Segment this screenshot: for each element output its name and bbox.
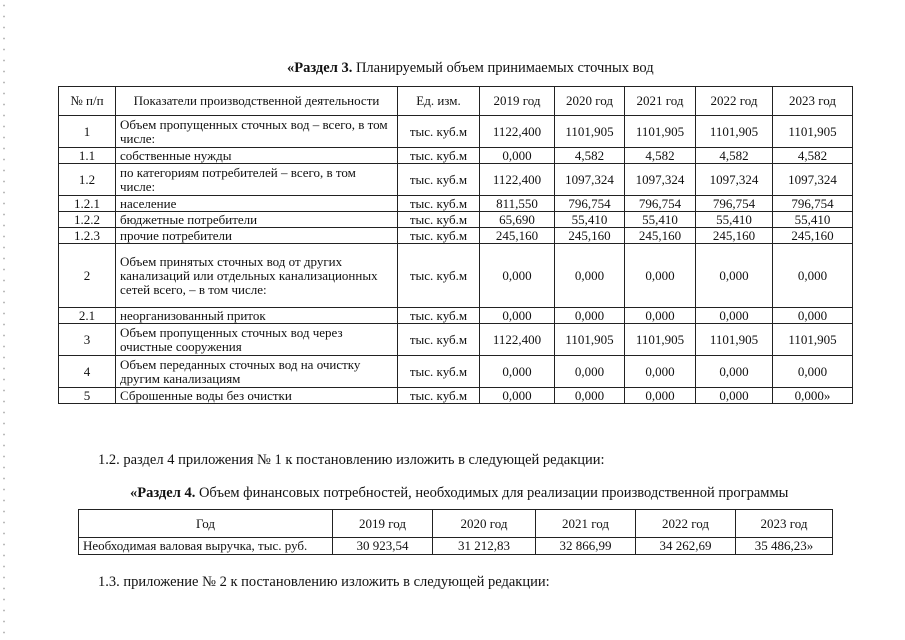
value-2021: 245,160 — [625, 228, 696, 244]
value-2022: 1101,905 — [696, 324, 773, 356]
value-2022: 796,754 — [696, 196, 773, 212]
row-indicator: собственные нужды — [116, 148, 398, 164]
value-2022: 0,000 — [696, 308, 773, 324]
row-number: 4 — [59, 356, 116, 388]
table-row — [59, 116, 853, 148]
table-row — [59, 244, 853, 308]
value-2019: 245,160 — [480, 228, 555, 244]
value-2021: 0,000 — [625, 356, 696, 388]
row-unit: тыс. куб.м — [398, 356, 480, 388]
value-2023: 0,000 — [773, 308, 853, 324]
value-2020: 796,754 — [555, 196, 625, 212]
value-2019: 811,550 — [480, 196, 555, 212]
header-2022: 2022 год — [696, 87, 773, 116]
row-indicator: по категориям потребителей – всего, в том числе: — [116, 164, 398, 196]
value-2021: 4,582 — [625, 148, 696, 164]
s4-header-2021: 2021 год — [536, 510, 636, 538]
value-2023: 245,160 — [773, 228, 853, 244]
header-num: № п/п — [59, 87, 116, 116]
value-2020: 245,160 — [555, 228, 625, 244]
value-2023: 1097,324 — [773, 164, 853, 196]
section4-table — [78, 509, 833, 555]
section3-body — [59, 116, 853, 404]
value-2022: 0,000 — [696, 244, 773, 308]
row-indicator: Объем принятых сточных вод от других канализаций или отдельных канализационных сетей всего, – в том числе: — [116, 244, 398, 308]
row-indicator: неорганизованный приток — [116, 308, 398, 324]
value-2022: 0,000 — [696, 356, 773, 388]
row-number: 1 — [59, 116, 116, 148]
value-2020: 0,000 — [555, 356, 625, 388]
s4-row-name: Необходимая валовая выручка, тыс. руб. — [79, 538, 333, 555]
row-number: 2.1 — [59, 308, 116, 324]
value-2020: 0,000 — [555, 308, 625, 324]
header-2020: 2020 год — [555, 87, 625, 116]
value-2020: 1097,324 — [555, 164, 625, 196]
row-indicator: Объем пропущенных сточных вод – всего, в том числе: — [116, 116, 398, 148]
value-2020: 1101,905 — [555, 116, 625, 148]
table-row — [59, 148, 853, 164]
row-indicator: Объем пропущенных сточных вод через очистные сооружения — [116, 324, 398, 356]
scan-edge-dots — [2, 0, 6, 640]
value-2019: 0,000 — [480, 308, 555, 324]
value-2020: 4,582 — [555, 148, 625, 164]
row-unit: тыс. куб.м — [398, 212, 480, 228]
value-2019: 1122,400 — [480, 164, 555, 196]
value-2022: 1097,324 — [696, 164, 773, 196]
s4-header-2023: 2023 год — [736, 510, 833, 538]
value-2021: 796,754 — [625, 196, 696, 212]
value-2019: 1122,400 — [480, 324, 555, 356]
value-2019: 0,000 — [480, 388, 555, 404]
value-2023: 0,000 — [773, 244, 853, 308]
section4-title — [130, 485, 788, 502]
header-2019: 2019 год — [480, 87, 555, 116]
row-unit: тыс. куб.м — [398, 308, 480, 324]
value-2023: 796,754 — [773, 196, 853, 212]
row-number: 1.2 — [59, 164, 116, 196]
row-number: 1.2.2 — [59, 212, 116, 228]
value-2021: 1101,905 — [625, 324, 696, 356]
row-unit: тыс. куб.м — [398, 164, 480, 196]
row-number: 3 — [59, 324, 116, 356]
row-unit: тыс. куб.м — [398, 196, 480, 212]
value-2019: 0,000 — [480, 148, 555, 164]
row-indicator: Объем переданных сточных вод на очистку другим канализациям — [116, 356, 398, 388]
row-number: 2 — [59, 244, 116, 308]
s4-value-2019: 30 923,54 — [333, 538, 433, 555]
table-row — [59, 388, 853, 404]
value-2019: 1122,400 — [480, 116, 555, 148]
s4-value-2023: 35 486,23» — [736, 538, 833, 555]
section3-header-row — [59, 87, 853, 116]
s4-header-2019: 2019 год — [333, 510, 433, 538]
row-number: 5 — [59, 388, 116, 404]
section4-title-bold: «Раздел 4. — [130, 485, 196, 501]
value-2022: 0,000 — [696, 388, 773, 404]
section3-title — [287, 60, 654, 77]
value-2019: 65,690 — [480, 212, 555, 228]
value-2020: 1101,905 — [555, 324, 625, 356]
value-2023: 55,410 — [773, 212, 853, 228]
s4-header-2020: 2020 год — [433, 510, 536, 538]
row-unit: тыс. куб.м — [398, 244, 480, 308]
value-2021: 0,000 — [625, 388, 696, 404]
value-2020: 0,000 — [555, 244, 625, 308]
row-unit: тыс. куб.м — [398, 116, 480, 148]
header-unit: Ед. изм. — [398, 87, 480, 116]
value-2020: 0,000 — [555, 388, 625, 404]
row-unit: тыс. куб.м — [398, 324, 480, 356]
header-2023: 2023 год — [773, 87, 853, 116]
value-2022: 1101,905 — [696, 116, 773, 148]
paragraph-1-2: 1.2. раздел 4 приложения № 1 к постановлению изложить в следующей редакции: — [98, 452, 605, 468]
row-unit: тыс. куб.м — [398, 388, 480, 404]
value-2023: 1101,905 — [773, 324, 853, 356]
s4-value-2020: 31 212,83 — [433, 538, 536, 555]
value-2022: 245,160 — [696, 228, 773, 244]
s4-value-2022: 34 262,69 — [636, 538, 736, 555]
row-indicator: население — [116, 196, 398, 212]
header-2021: 2021 год — [625, 87, 696, 116]
table-row — [59, 164, 853, 196]
value-2021: 0,000 — [625, 244, 696, 308]
header-indicator: Показатели производственной деятельности — [116, 87, 398, 116]
value-2023: 1101,905 — [773, 116, 853, 148]
row-indicator: Сброшенные воды без очистки — [116, 388, 398, 404]
value-2020: 55,410 — [555, 212, 625, 228]
section4-header-row — [79, 510, 833, 538]
row-number: 1.2.1 — [59, 196, 116, 212]
value-2019: 0,000 — [480, 356, 555, 388]
row-unit: тыс. куб.м — [398, 228, 480, 244]
row-indicator: прочие потребители — [116, 228, 398, 244]
table-row — [59, 228, 853, 244]
s4-header-2022: 2022 год — [636, 510, 736, 538]
s4-header-year: Год — [79, 510, 333, 538]
value-2022: 4,582 — [696, 148, 773, 164]
table-row — [59, 308, 853, 324]
section3-title-bold: «Раздел 3. — [287, 60, 353, 76]
value-2023: 4,582 — [773, 148, 853, 164]
row-unit: тыс. куб.м — [398, 148, 480, 164]
value-2023: 0,000 — [773, 356, 853, 388]
table-row — [59, 324, 853, 356]
s4-revenue-row — [79, 538, 833, 555]
row-number: 1.2.3 — [59, 228, 116, 244]
table-row — [59, 196, 853, 212]
value-2019: 0,000 — [480, 244, 555, 308]
value-2021: 0,000 — [625, 308, 696, 324]
s4-value-2021: 32 866,99 — [536, 538, 636, 555]
section3-title-text: Планируемый объем принимаемых сточных вод — [352, 60, 654, 76]
row-number: 1.1 — [59, 148, 116, 164]
section3-table — [58, 86, 853, 404]
value-2023: 0,000» — [773, 388, 853, 404]
table-row — [59, 356, 853, 388]
value-2022: 55,410 — [696, 212, 773, 228]
section4-title-text: Объем финансовых потребностей, необходимых для реализации производственной программы — [195, 485, 789, 501]
value-2021: 55,410 — [625, 212, 696, 228]
value-2021: 1097,324 — [625, 164, 696, 196]
paragraph-1-3: 1.3. приложение № 2 к постановлению изложить в следующей редакции: — [98, 574, 550, 590]
table-row — [59, 212, 853, 228]
row-indicator: бюджетные потребители — [116, 212, 398, 228]
value-2021: 1101,905 — [625, 116, 696, 148]
